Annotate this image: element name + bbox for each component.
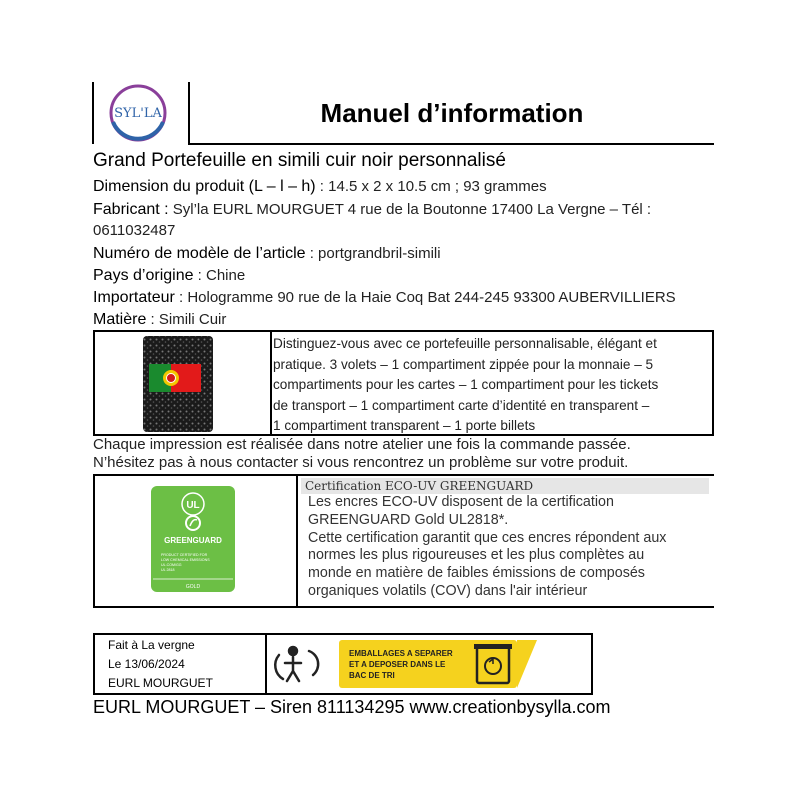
product-description: Distinguez-vous avec ce portefeuille personnalisable, élégant et pratique. 3 volets – 1 compartiment zippée pour la monnaie – 5 compartiments pour les cartes – 1 compartiment pour les tickets de transport – 1 compartiment carte d’identité en transparent – 1 compartiment transparent – 1 porte billets [273, 336, 659, 433]
svg-text:ET A DEPOSER DANS LE: ET A DEPOSER DANS LE [349, 660, 446, 669]
made-at: Fait à La vergne [108, 638, 195, 652]
certification-text: Les encres ECO-UV disposent de la certification GREENGUARD Gold UL2818*. Cette certification garantit que ces encres répondent aux normes les plus rigoureuses et les plus complètes au monde en matière de faibles émissions de composés organiques volatils (COV) dans l'air intérieur [308, 494, 667, 599]
svg-text:UL.COM/GG: UL.COM/GG [161, 563, 182, 567]
svg-text:GOLD: GOLD [185, 584, 201, 590]
certification-table [93, 474, 714, 606]
page-title: Manuel d’information [320, 97, 584, 128]
svg-text:UL: UL [186, 500, 200, 511]
svg-text:PRODUCT CERTIFIED FOR: PRODUCT CERTIFIED FOR [161, 553, 208, 557]
svg-text:UL 2818: UL 2818 [161, 568, 175, 572]
description-table [93, 330, 714, 436]
spec-origin: Pays d’origine : Chine [93, 267, 246, 284]
certification-text-cell [294, 474, 714, 608]
company-footer-line: EURL MOURGUET – Siren 811134295 www.creationbysylla.com [93, 697, 611, 717]
wallet-image-icon [95, 332, 270, 434]
logo [93, 82, 188, 144]
greenguard-badge-icon [95, 476, 296, 606]
triman-sorting-icon [269, 635, 591, 693]
spec-dimension: Dimension du produit (L – l – h) : 14.5 x 2 x 10.5 cm ; 93 grammes [93, 178, 547, 195]
spec-manufacturer: Fabricant : Syl’la EURL MOURGUET 4 rue de la Boutonne 17400 La Vergne – Tél : [93, 201, 652, 218]
product-title: Grand Portefeuille en simili cuir noir personnalisé [93, 150, 506, 171]
certification-heading: Certification ECO-UV GREENGUARD [301, 478, 709, 494]
spec-importer: Importateur : Hologramme 90 rue de la Haie Coq Bat 244-245 93300 AUBERVILLIERS [93, 289, 676, 306]
sylla-logo-icon [93, 82, 188, 144]
svg-text:BAC DE TRI: BAC DE TRI [349, 671, 395, 680]
spec-model: Numéro de modèle de l’article : portgrandbril-simili [93, 245, 441, 262]
spec-material: Matière : Simili Cuir [93, 311, 227, 328]
date: Le 13/06/2024 [108, 657, 185, 671]
spec-phone: 0611032487 [93, 222, 176, 239]
svg-text:GREENGUARD: GREENGUARD [164, 536, 222, 545]
signature-cell [95, 635, 267, 693]
logo-text: SYL'LA [114, 106, 162, 121]
svg-text:LOW CHEMICAL EMISSIONS: LOW CHEMICAL EMISSIONS [161, 558, 210, 562]
greenguard-badge-cell [93, 474, 298, 608]
company-name: EURL MOURGUET [108, 676, 213, 690]
product-image-cell [95, 332, 272, 434]
svg-text:EMBALLAGES A SEPARER: EMBALLAGES A SEPARER [349, 649, 453, 658]
print-note: Chaque impression est réalisée dans notre atelier une fois la commande passée. N’hésitez pas à nous contacter si vous rencontrez un problème sur votre produit. [93, 436, 631, 471]
footer-table [93, 633, 593, 695]
sorting-cell [269, 635, 591, 693]
